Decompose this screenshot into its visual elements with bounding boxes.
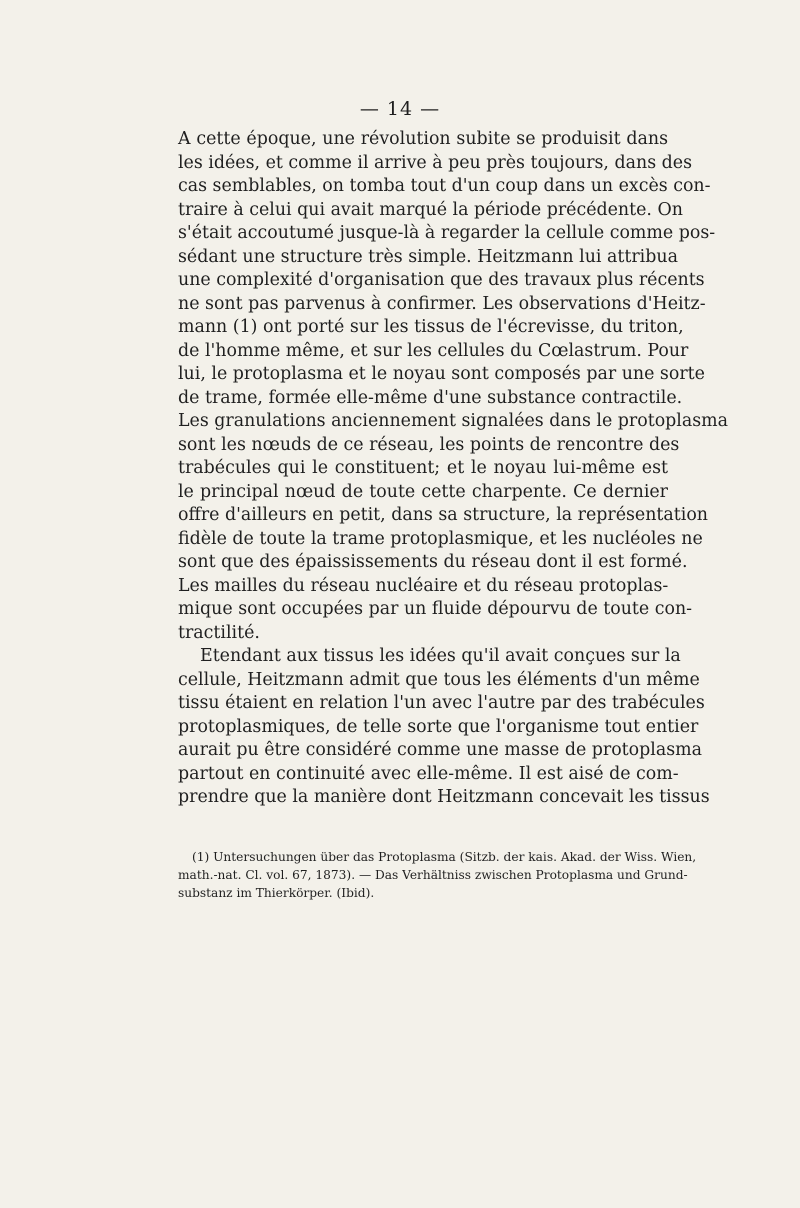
text-line: les idées, et comme il arrive à peu près toujours, dans des [178, 152, 692, 173]
page-number: — 14 — [359, 98, 441, 120]
text-line: fidèle de toute la trame protoplasmique, et les nucléoles ne [178, 528, 703, 549]
text-line: de trame, formée elle-même d'une substance contractile. [178, 387, 683, 408]
text-line: ne sont pas parvenus à confirmer. Les observations d'Heitz- [178, 293, 706, 314]
text-line: offre d'ailleurs en petit, dans sa structure, la représentation [178, 505, 709, 525]
text-line: aurait pu être considéré comme une masse de protoplasma [178, 740, 702, 760]
footnote-line: math.-nat. Cl. vol. 67, 1873). — Das Verhältniss zwischen Protoplasma und Grund- [178, 868, 688, 882]
paragraph-2 [178, 645, 710, 810]
text-line: protoplasmiques, de telle sorte que l'organisme tout entier [178, 716, 699, 737]
footnote-line: substanz im Thierkörper. (Ibid). [178, 886, 375, 900]
text-line: A cette époque, une révolution subite se produisit dans [178, 129, 668, 149]
text-line: mique sont occupées par un fluide dépourvu de toute con- [178, 599, 693, 619]
text-line: lui, le protoplasma et le noyau sont composés par une sorte [178, 364, 705, 384]
text-line: prendre que la manière dont Heitzmann concevait les tissus [178, 787, 710, 807]
text-line: de l'homme même, et sur les cellules du Cœlastrum. Pour [178, 340, 689, 361]
text-line: sédant une structure très simple. Heitzmann lui attribua [178, 246, 678, 267]
text-line: partout en continuité avec elle-même. Il est aisé de com- [178, 763, 679, 784]
text-line: mann (1) ont porté sur les tissus de l'écrevisse, du triton, [178, 317, 684, 337]
text-line: sont les nœuds de ce réseau, les points de rencontre des [178, 434, 680, 455]
text-line: Les mailles du réseau nucléaire et du réseau protoplas- [178, 575, 669, 596]
text-line: sont que des épaississements du réseau dont il est formé. [178, 552, 688, 572]
text-line: cas semblables, on tomba tout d'un coup dans un excès con- [178, 176, 711, 196]
text-line: traire à celui qui avait marqué la période précédente. On [178, 199, 683, 220]
text-line: s'était accoutumé jusque-là à regarder la cellule comme pos- [178, 223, 716, 243]
text-line: tractilité. [178, 622, 260, 643]
text-line: une complexité d'organisation que des travaux plus récents [178, 270, 705, 290]
paragraph-1 [178, 128, 729, 645]
footnote-line: (1) Untersuchungen über das Protoplasma (Sitzb. der kais. Akad. der Wiss. Wien, [192, 850, 697, 864]
text-line: le principal nœud de toute cette charpente. Ce dernier [178, 481, 668, 502]
text-line: trabécules qui le constituent; et le noyau lui-même est [178, 458, 668, 478]
text-line: Etendant aux tissus les idées qu'il avait conçues sur la [200, 646, 681, 666]
text-line: tissu étaient en relation l'un avec l'autre par des trabécules [178, 693, 705, 713]
text-line: cellule, Heitzmann admit que tous les éléments d'un même [178, 669, 700, 690]
body-text [178, 128, 729, 810]
text-line: Les granulations anciennement signalées dans le protoplasma [178, 411, 729, 431]
footnote [178, 848, 697, 902]
